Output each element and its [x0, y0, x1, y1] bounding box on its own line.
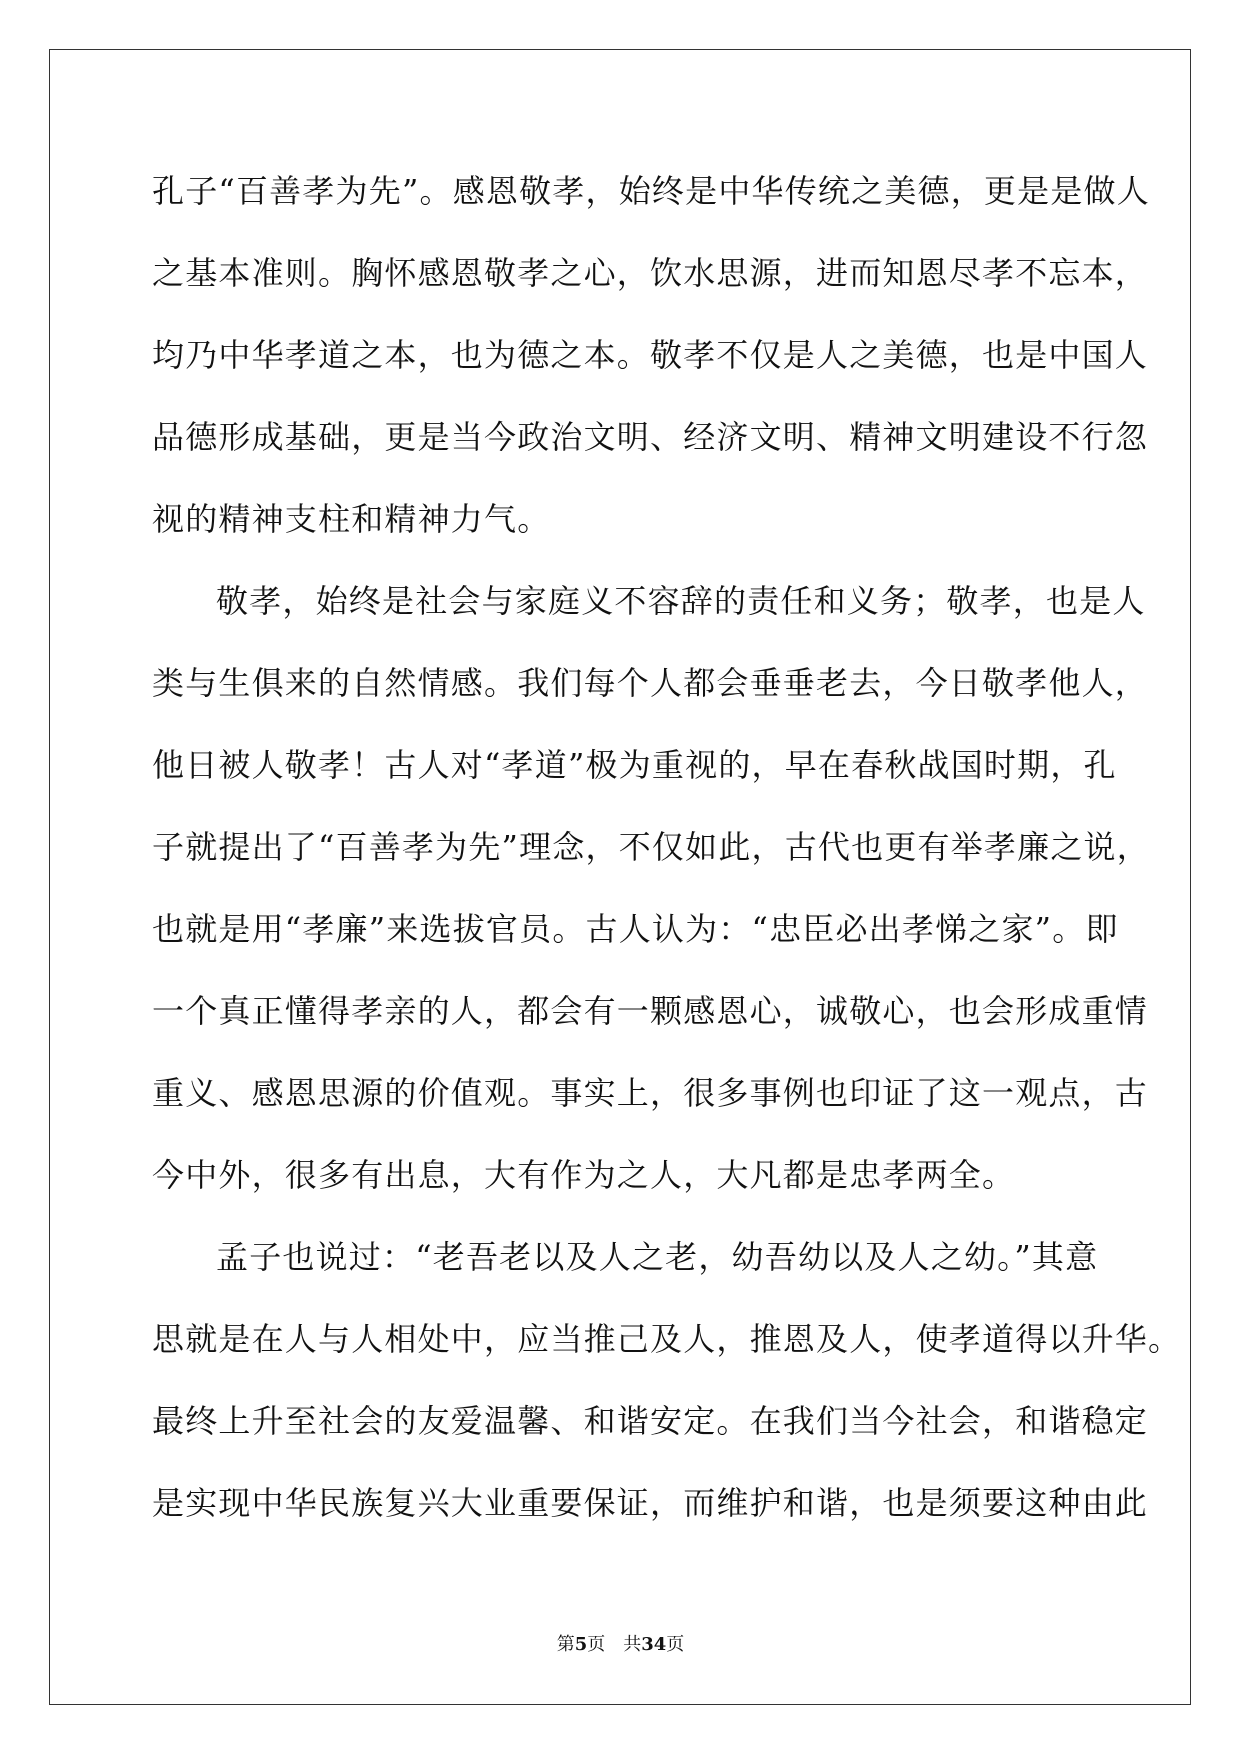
text-line: 他日被人敬孝！古人对“孝道”极为重视的，早在春秋战国时期，孔 — [152, 746, 1117, 784]
total-prefix: 共 — [623, 1634, 642, 1655]
text-line: 今中外，很多有出息，大有作为之人，大凡都是忠孝两全。 — [152, 1156, 1016, 1194]
text-line: 敬孝，始终是社会与家庭义不容辞的责任和义务；敬孝，也是人 — [216, 582, 1146, 620]
text-line: 类与生俱来的自然情感。我们每个人都会垂垂老去，今日敬孝他人， — [152, 664, 1149, 702]
text-line: 子就提出了“百善孝为先”理念，不仅如此，古代也更有举孝廉之说， — [152, 828, 1150, 866]
page-unit: 页 — [587, 1634, 606, 1655]
text-line: 一个真正懂得孝亲的人，都会有一颗感恩心，诚敬心，也会形成重情 — [152, 992, 1149, 1030]
page-prefix: 第 — [556, 1634, 575, 1655]
text-line: 均乃中华孝道之本，也为德之本。敬孝不仅是人之美德，也是中国人 — [152, 336, 1149, 374]
text-line: 之基本准则。胸怀感恩敬孝之心，饮水思源，进而知恩尽孝不忘本， — [152, 254, 1149, 292]
text-line: 视的精神支柱和精神力气。 — [152, 500, 551, 538]
text-line: 孔子“百善孝为先”。感恩敬孝，始终是中华传统之美德，更是是做人 — [152, 172, 1150, 210]
text-line: 重义、感恩思源的价值观。事实上，很多事例也印证了这一观点，古 — [152, 1074, 1149, 1112]
text-line: 也就是用“孝廉”来选拔官员。古人认为：“忠臣必出孝悌之家”。即 — [152, 910, 1119, 948]
text-line: 思就是在人与人相处中，应当推己及人，推恩及人，使孝道得以升华。 — [152, 1320, 1182, 1358]
document-body — [152, 150, 1182, 1544]
text-line: 最终上升至社会的友爱温馨、和谐安定。在我们当今社会，和谐稳定 — [152, 1402, 1149, 1440]
text-line: 品德形成基础，更是当今政治文明、经济文明、精神文明建设不行忽 — [152, 418, 1149, 456]
current-page-number: 5 — [574, 1634, 588, 1655]
text-line: 孟子也说过：“老吾老以及人之老，幼吾幼以及人之幼。”其意 — [216, 1238, 1099, 1276]
text-line: 是实现中华民族复兴大业重要保证，而维护和谐，也是须要这种由此 — [152, 1484, 1149, 1522]
total-pages-number: 34 — [641, 1634, 667, 1655]
page-footer — [0, 1630, 1241, 1656]
total-unit: 页 — [666, 1634, 685, 1655]
